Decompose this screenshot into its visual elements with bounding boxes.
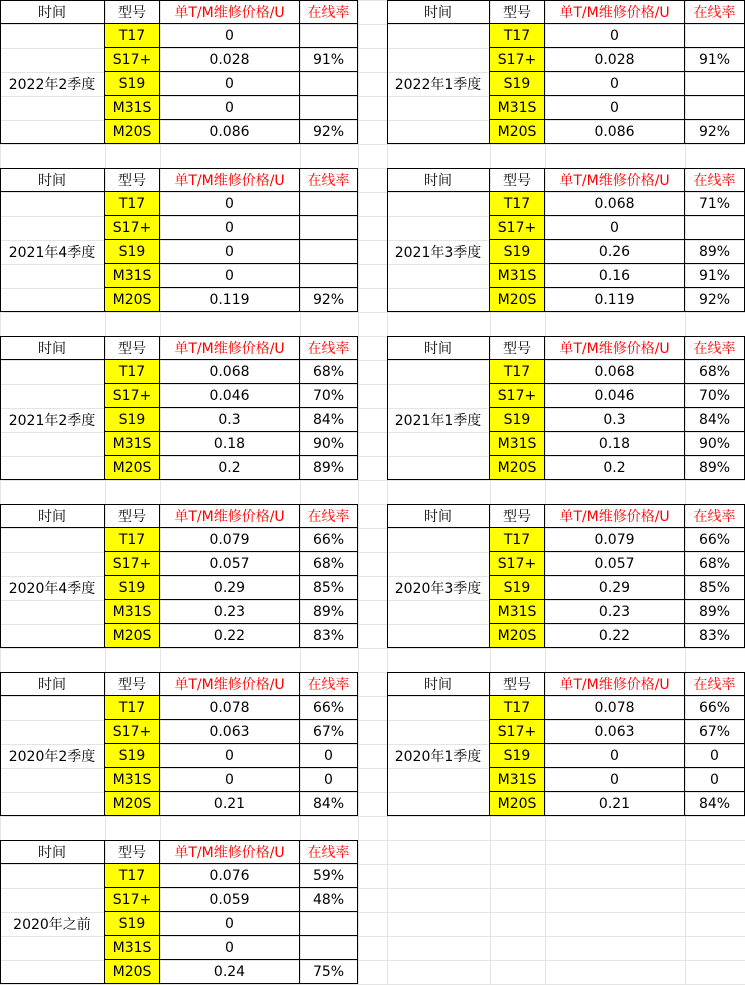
model-cell: M20S [105, 456, 160, 480]
gridline [300, 0, 301, 985]
model-cell: T17 [490, 360, 545, 384]
price-cell: 0.3 [160, 408, 300, 432]
gridline [0, 312, 745, 313]
header-model: 型号 [490, 504, 545, 528]
online-rate-cell: 89% [300, 600, 358, 624]
price-cell: 0.079 [160, 528, 300, 552]
header-price: 单T/M维修价格/U [545, 0, 685, 24]
period-table [0, 504, 358, 648]
price-cell: 0.29 [545, 576, 685, 600]
model-cell: S17+ [490, 720, 545, 744]
price-cell: 0.21 [160, 792, 300, 816]
model-cell: M20S [105, 792, 160, 816]
online-rate-cell: 67% [300, 720, 358, 744]
price-cell: 0 [160, 24, 300, 48]
period-label: 2020年之前 [0, 864, 105, 984]
online-rate-cell: 59% [300, 864, 358, 888]
header-price: 单T/M维修价格/U [545, 672, 685, 696]
online-rate-cell: 91% [685, 48, 745, 72]
online-rate-cell [685, 96, 745, 120]
online-rate-cell: 71% [685, 192, 745, 216]
online-rate-cell: 85% [300, 576, 358, 600]
header-price: 单T/M维修价格/U [545, 336, 685, 360]
model-cell: M31S [490, 264, 545, 288]
online-rate-cell [300, 216, 358, 240]
price-cell: 0.028 [160, 48, 300, 72]
period-table [387, 336, 745, 480]
model-cell: M20S [490, 792, 545, 816]
online-rate-cell: 92% [685, 120, 745, 144]
model-cell: T17 [105, 696, 160, 720]
online-rate-cell: 66% [300, 696, 358, 720]
header-model: 型号 [490, 0, 545, 24]
model-cell: M31S [105, 432, 160, 456]
header-price: 单T/M维修价格/U [545, 504, 685, 528]
header-model: 型号 [490, 168, 545, 192]
model-cell: S19 [490, 744, 545, 768]
period-table [387, 168, 745, 312]
price-cell: 0.21 [545, 792, 685, 816]
gridline [0, 648, 745, 649]
header-time: 时间 [0, 504, 105, 528]
price-cell: 0.18 [545, 432, 685, 456]
model-cell: S19 [105, 744, 160, 768]
period-label: 2020年1季度 [387, 696, 490, 816]
online-rate-cell: 66% [685, 696, 745, 720]
period-label: 2022年2季度 [0, 24, 105, 144]
model-cell: M20S [105, 120, 160, 144]
period-table [0, 672, 358, 816]
header-time: 时间 [387, 0, 490, 24]
online-rate-cell: 90% [300, 432, 358, 456]
model-cell: S17+ [490, 384, 545, 408]
price-cell: 0 [160, 264, 300, 288]
price-cell: 0.076 [160, 864, 300, 888]
gridline [545, 0, 546, 985]
online-rate-cell: 70% [300, 384, 358, 408]
online-rate-cell [300, 24, 358, 48]
model-cell: M31S [105, 600, 160, 624]
price-cell: 0.29 [160, 576, 300, 600]
online-rate-cell: 89% [685, 456, 745, 480]
price-cell: 0 [160, 96, 300, 120]
header-time: 时间 [387, 168, 490, 192]
model-cell: M31S [105, 768, 160, 792]
model-cell: S17+ [105, 384, 160, 408]
header-online-rate: 在线率 [300, 840, 358, 864]
header-price: 单T/M维修价格/U [160, 672, 300, 696]
period-label: 2021年1季度 [387, 360, 490, 480]
model-cell: S17+ [105, 720, 160, 744]
model-cell: T17 [105, 864, 160, 888]
price-cell: 0 [160, 744, 300, 768]
price-cell: 0 [160, 240, 300, 264]
header-model: 型号 [105, 672, 160, 696]
price-cell: 0.028 [545, 48, 685, 72]
header-model: 型号 [490, 672, 545, 696]
model-cell: M31S [490, 768, 545, 792]
price-cell: 0.057 [160, 552, 300, 576]
period-table [0, 336, 358, 480]
period-table [0, 168, 358, 312]
gridline [0, 480, 745, 481]
model-cell: S17+ [105, 216, 160, 240]
price-cell: 0 [545, 768, 685, 792]
price-cell: 0.068 [545, 360, 685, 384]
model-cell: S19 [490, 576, 545, 600]
price-cell: 0.086 [160, 120, 300, 144]
price-cell: 0 [545, 744, 685, 768]
gridline [685, 0, 686, 985]
model-cell: M31S [490, 600, 545, 624]
gridline [490, 0, 491, 985]
gridline [105, 0, 106, 985]
online-rate-cell [685, 72, 745, 96]
header-online-rate: 在线率 [685, 0, 745, 24]
price-cell: 0 [545, 72, 685, 96]
price-cell: 0.16 [545, 264, 685, 288]
header-online-rate: 在线率 [685, 168, 745, 192]
header-model: 型号 [105, 0, 160, 24]
online-rate-cell: 89% [685, 240, 745, 264]
model-cell: S17+ [490, 216, 545, 240]
header-price: 单T/M维修价格/U [160, 840, 300, 864]
header-online-rate: 在线率 [300, 0, 358, 24]
model-cell: S19 [490, 240, 545, 264]
model-cell: S17+ [105, 48, 160, 72]
period-label: 2020年4季度 [0, 528, 105, 648]
period-table [387, 0, 745, 144]
model-cell: M20S [490, 624, 545, 648]
price-cell: 0.068 [545, 192, 685, 216]
online-rate-cell: 89% [685, 600, 745, 624]
price-cell: 0.046 [545, 384, 685, 408]
period-table [0, 0, 358, 144]
model-cell: T17 [490, 696, 545, 720]
price-cell: 0.2 [545, 456, 685, 480]
header-time: 时间 [0, 840, 105, 864]
period-table [387, 672, 745, 816]
model-cell: M31S [490, 432, 545, 456]
price-cell: 0 [545, 24, 685, 48]
price-cell: 0.057 [545, 552, 685, 576]
price-cell: 0.079 [545, 528, 685, 552]
header-model: 型号 [105, 840, 160, 864]
header-time: 时间 [387, 336, 490, 360]
online-rate-cell: 84% [300, 792, 358, 816]
model-cell: S19 [105, 408, 160, 432]
model-cell: T17 [105, 24, 160, 48]
online-rate-cell: 67% [685, 720, 745, 744]
price-cell: 0.063 [160, 720, 300, 744]
header-time: 时间 [0, 672, 105, 696]
model-cell: M31S [105, 96, 160, 120]
header-online-rate: 在线率 [300, 336, 358, 360]
gridline [0, 0, 1, 985]
online-rate-cell: 75% [300, 960, 358, 984]
model-cell: M20S [490, 456, 545, 480]
online-rate-cell: 48% [300, 888, 358, 912]
price-cell: 0 [545, 96, 685, 120]
model-cell: T17 [105, 192, 160, 216]
model-cell: S19 [490, 72, 545, 96]
model-cell: M31S [105, 264, 160, 288]
price-cell: 0.23 [545, 600, 685, 624]
model-cell: M20S [490, 120, 545, 144]
period-table [0, 840, 358, 984]
price-cell: 0.3 [545, 408, 685, 432]
online-rate-cell [300, 72, 358, 96]
online-rate-cell: 90% [685, 432, 745, 456]
model-cell: S17+ [490, 48, 545, 72]
gridline [387, 0, 388, 985]
header-price: 单T/M维修价格/U [545, 168, 685, 192]
online-rate-cell: 89% [300, 456, 358, 480]
online-rate-cell: 84% [685, 792, 745, 816]
price-cell: 0.24 [160, 960, 300, 984]
model-cell: T17 [105, 360, 160, 384]
header-price: 单T/M维修价格/U [160, 0, 300, 24]
online-rate-cell: 0 [685, 768, 745, 792]
model-cell: S19 [105, 72, 160, 96]
header-online-rate: 在线率 [300, 168, 358, 192]
online-rate-cell [300, 192, 358, 216]
online-rate-cell [685, 24, 745, 48]
price-cell: 0.068 [160, 360, 300, 384]
online-rate-cell [300, 240, 358, 264]
online-rate-cell: 84% [685, 408, 745, 432]
online-rate-cell: 83% [300, 624, 358, 648]
online-rate-cell: 68% [300, 552, 358, 576]
header-time: 时间 [0, 0, 105, 24]
gridline [0, 816, 745, 817]
header-price: 单T/M维修价格/U [160, 504, 300, 528]
online-rate-cell [300, 912, 358, 936]
model-cell: S19 [105, 912, 160, 936]
period-label: 2021年2季度 [0, 360, 105, 480]
price-cell: 0.086 [545, 120, 685, 144]
header-time: 时间 [0, 168, 105, 192]
online-rate-cell [300, 936, 358, 960]
online-rate-cell: 83% [685, 624, 745, 648]
model-cell: T17 [490, 24, 545, 48]
price-cell: 0 [160, 768, 300, 792]
model-cell: T17 [490, 528, 545, 552]
price-cell: 0.063 [545, 720, 685, 744]
price-cell: 0.078 [160, 696, 300, 720]
period-label: 2020年2季度 [0, 696, 105, 816]
period-label: 2022年1季度 [387, 24, 490, 144]
price-cell: 0.078 [545, 696, 685, 720]
price-cell: 0.119 [160, 288, 300, 312]
price-cell: 0.23 [160, 600, 300, 624]
period-label: 2021年4季度 [0, 192, 105, 312]
price-cell: 0.26 [545, 240, 685, 264]
header-online-rate: 在线率 [300, 672, 358, 696]
period-label: 2020年3季度 [387, 528, 490, 648]
model-cell: M31S [490, 96, 545, 120]
model-cell: M20S [105, 288, 160, 312]
header-price: 单T/M维修价格/U [160, 336, 300, 360]
model-cell: M20S [105, 960, 160, 984]
model-cell: S17+ [105, 888, 160, 912]
gridline [0, 144, 745, 145]
price-cell: 0 [160, 216, 300, 240]
model-cell: S19 [105, 576, 160, 600]
online-rate-cell: 66% [300, 528, 358, 552]
price-cell: 0.046 [160, 384, 300, 408]
model-cell: S17+ [105, 552, 160, 576]
online-rate-cell: 0 [300, 744, 358, 768]
online-rate-cell: 91% [685, 264, 745, 288]
header-online-rate: 在线率 [300, 504, 358, 528]
header-model: 型号 [105, 168, 160, 192]
online-rate-cell: 66% [685, 528, 745, 552]
header-time: 时间 [387, 504, 490, 528]
price-cell: 0 [160, 936, 300, 960]
online-rate-cell: 85% [685, 576, 745, 600]
header-online-rate: 在线率 [685, 504, 745, 528]
price-cell: 0.119 [545, 288, 685, 312]
model-cell: M20S [105, 624, 160, 648]
model-cell: S19 [105, 240, 160, 264]
online-rate-cell: 92% [300, 120, 358, 144]
header-online-rate: 在线率 [685, 672, 745, 696]
price-cell: 0.22 [545, 624, 685, 648]
model-cell: S19 [490, 408, 545, 432]
online-rate-cell: 68% [300, 360, 358, 384]
online-rate-cell: 84% [300, 408, 358, 432]
header-model: 型号 [105, 504, 160, 528]
price-cell: 0.2 [160, 456, 300, 480]
model-cell: S17+ [490, 552, 545, 576]
model-cell: M20S [490, 288, 545, 312]
online-rate-cell: 0 [300, 768, 358, 792]
online-rate-cell: 68% [685, 552, 745, 576]
online-rate-cell: 92% [300, 288, 358, 312]
price-cell: 0 [160, 192, 300, 216]
gridline [358, 0, 359, 985]
model-cell: T17 [105, 528, 160, 552]
price-cell: 0.059 [160, 888, 300, 912]
online-rate-cell [300, 264, 358, 288]
online-rate-cell [300, 96, 358, 120]
header-model: 型号 [105, 336, 160, 360]
header-model: 型号 [490, 336, 545, 360]
model-cell: T17 [490, 192, 545, 216]
online-rate-cell [685, 216, 745, 240]
online-rate-cell: 70% [685, 384, 745, 408]
online-rate-cell: 0 [685, 744, 745, 768]
price-cell: 0 [160, 912, 300, 936]
price-cell: 0 [160, 72, 300, 96]
price-cell: 0 [545, 216, 685, 240]
price-cell: 0.22 [160, 624, 300, 648]
online-rate-cell: 92% [685, 288, 745, 312]
header-time: 时间 [0, 336, 105, 360]
header-time: 时间 [387, 672, 490, 696]
period-label: 2021年3季度 [387, 192, 490, 312]
online-rate-cell: 68% [685, 360, 745, 384]
online-rate-cell: 91% [300, 48, 358, 72]
gridline [160, 0, 161, 985]
header-online-rate: 在线率 [685, 336, 745, 360]
model-cell: M31S [105, 936, 160, 960]
header-price: 单T/M维修价格/U [160, 168, 300, 192]
price-cell: 0.18 [160, 432, 300, 456]
period-table [387, 504, 745, 648]
